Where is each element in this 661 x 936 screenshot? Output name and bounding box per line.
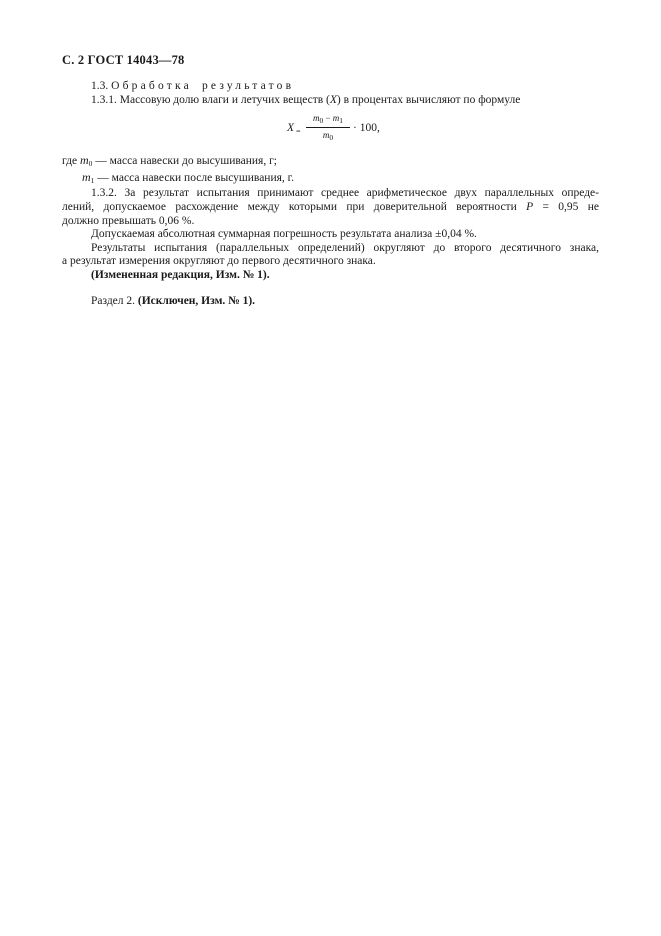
section-title-2: результатов xyxy=(201,80,295,92)
paragraph-amendment: (Измененная редакция, Изм. № 1). xyxy=(91,268,270,281)
formula-lhs: X xyxy=(287,122,295,135)
variable-p: P xyxy=(526,200,534,213)
variable-x: X xyxy=(329,93,337,106)
paragraph-1-3-2-line3: должно превышать 0,06 %. xyxy=(62,214,195,227)
paragraph-1-3-2-line1: 1.3.2. За результат испытания принимают среднее арифметическое двух параллельных опреде- xyxy=(91,187,599,200)
paragraph-error: Допускаемая абсолютная суммарная погрешность результата анализа ±0,04 %. xyxy=(91,228,477,241)
page-header: С. 2 ГОСТ 14043—78 xyxy=(62,53,185,67)
definition-m0: где $m_0$ — масса навески до высушивания, г; xyxy=(62,153,278,169)
paragraph-rounding-line1: Результаты испытания (параллельных определений) округляют до второго десятичного знака, xyxy=(91,241,599,254)
formula-fraction xyxy=(306,113,350,143)
paragraph-section-2: Раздел 2. (Исключен, Изм. № 1). xyxy=(91,294,256,307)
fraction-bar xyxy=(306,127,350,128)
formula-denominator: $m_0$ xyxy=(322,130,334,143)
paragraph-rounding-line2: а результат измерения округляют до первого десятичного знака. xyxy=(62,255,376,268)
formula-numerator: $m_0 - m_1$ xyxy=(312,113,344,126)
paragraph-1-3-1: 1.3.1. Массовую долю влаги и летучих веществ (X) в процентах вычисляют по формуле xyxy=(91,93,521,106)
section-number: 1.3. xyxy=(91,80,109,92)
formula xyxy=(62,112,599,148)
formula-multiplier: · 100, xyxy=(353,122,380,135)
definition-m1: $m_1$ — масса навески после высушивания, г. xyxy=(82,169,294,185)
section-title: Обработка xyxy=(111,80,192,92)
formula-equals: = xyxy=(296,127,301,137)
document-body xyxy=(62,80,599,308)
paragraph-1-3-2-line2: лений, допускаемое расхождение между которыми при доверительной вероятности P = 0,95 не xyxy=(62,200,599,213)
section-heading xyxy=(62,80,599,94)
